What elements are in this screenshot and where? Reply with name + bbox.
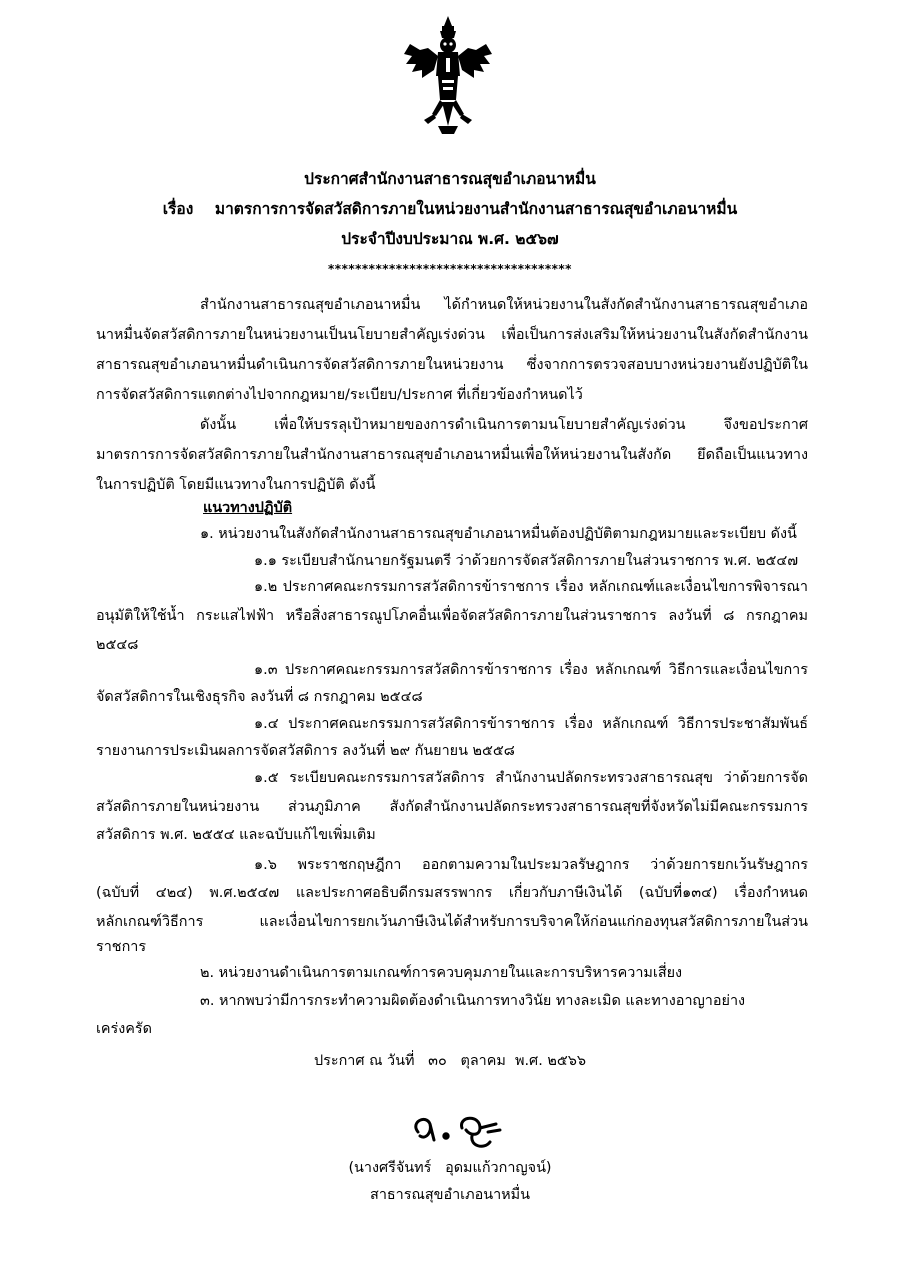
item-1-6-line: ๑.๖ พระราชกฤษฎีกา ออกตามความในประมวลรัษฎากร ว่าด้วยการยกเว้นรัษฎากร (254, 857, 808, 873)
item-1-3-line: ๑.๓ ประกาศคณะกรรมการสวัสดิการข้าราชการ เรื่อง หลักเกณฑ์ วิธีการและเงื่อนไขการ (254, 662, 808, 678)
fiscal-year: ประจำปีงบประมาณ พ.ศ. ๒๕๖๗ (341, 230, 559, 248)
item-1-6-line: หลักเกณฑ์วิธีการ และเงื่อนไขการยกเว้นภาษีเงินได้สำหรับการบริจาคให้ก่อนแก่กองทุนสวัสดิการภายในส่วน (96, 914, 808, 930)
item-1-5-line: สวัสดิการ พ.ศ. ๒๕๕๔ และฉบับแก้ไขเพิ่มเติม (96, 827, 376, 843)
intro-line: การจัดสวัสดิการแตกต่างไปจากกฎหมาย/ระเบียบ/ประกาศ ที่เกี่ยวข้องกำหนดไว้ (96, 387, 583, 403)
item-1-4-line: รายงานการประเมินผลการจัดสวัสดิการ ลงวันที่ ๒๙ กันยายน ๒๕๕๘ (96, 743, 515, 759)
intro-line: สาธารณสุขอำเภอนาหมื่นดำเนินการจัดสวัสดิการภายในหน่วยงาน ซึ่งจากการตรวจสอบบางหน่วยงานยังปฏิบัติใน (96, 357, 808, 373)
item-1-2-line: ๒๕๔๘ (96, 637, 139, 653)
garuda-emblem-icon (398, 14, 498, 142)
therefore-line: ดังนั้น เพื่อให้บรรลุเป้าหมายของการดำเนินการตามนโยบายสำคัญเร่งด่วน จึงขอประกาศ (200, 417, 808, 433)
guideline-heading: แนวทางปฏิบัติ (203, 500, 293, 516)
signature-image (400, 1106, 520, 1156)
therefore-line: ในการปฏิบัติ โดยมีแนวทางในการปฏิบัติ ดังนี้ (96, 477, 376, 493)
item-1-6-line: (ฉบับที่ ๔๒๔) พ.ศ.๒๕๔๗ และประกาศอธิบดีกรมสรรพากร เกี่ยวกับภาษีเงินได้ (ฉบับที่๑๓๔) เรื่องกำหนด (96, 885, 808, 901)
intro-line: นาหมื่นจัดสวัสดิการภายในหน่วยงานเป็นนโยบายสำคัญเร่งด่วน เพื่อเป็นการส่งเสริมให้หน่วยงานในสังกัดสำนักงาน (96, 327, 808, 343)
item-3-line: เคร่งครัด (96, 1021, 153, 1037)
item-1-4-line: ๑.๔ ประกาศคณะกรรมการสวัสดิการข้าราชการ เรื่อง หลักเกณฑ์ วิธีการประชาสัมพันธ์ (254, 716, 808, 732)
item-1-2-line: อนุมัติให้ใช้น้ำ กระแสไฟฟ้า หรือสิ่งสาธารณูปโภคอื่นเพื่อจัดสวัสดิการภายในส่วนราชการ ลงวันที่ ๘ กรกฎาคม (96, 608, 808, 624)
item-1-3-line: จัดสวัสดิการในเชิงธุรกิจ ลงวันที่ ๘ กรกฎาคม ๒๕๔๘ (96, 689, 423, 705)
signer-name: (นางศรีจันทร์ อุดมแก้วกาญจน์) (348, 1160, 552, 1176)
signer-position: สาธารณสุขอำเภอนาหมื่น (370, 1187, 530, 1203)
item-2: ๒. หน่วยงานดำเนินการตามเกณฑ์การควบคุมภายในและการบริหารความเสี่ยง (200, 965, 683, 981)
item-1-5-line: ๑.๕ ระเบียบคณะกรรมการสวัสดิการ สำนักงานปลัดกระทรวงสาธารณสุข ว่าด้วยการจัด (254, 770, 808, 786)
separator-stars: ************************************ (328, 262, 572, 276)
item-1-2-line: ๑.๒ ประกาศคณะกรรมการสวัสดิการข้าราชการ เรื่อง หลักเกณฑ์และเงื่อนไขการพิจารณา (254, 579, 808, 595)
item-1-6-line: ราชการ (96, 939, 147, 955)
item-1-1: ๑.๑ ระเบียบสำนักนายกรัฐมนตรี ว่าด้วยการจัดสวัสดิการภายในส่วนราชการ พ.ศ. ๒๕๔๗ (254, 553, 799, 569)
item-1-5-line: สวัสดิการภายในหน่วยงาน ส่วนภูมิภาค สังกัดสำนักงานปลัดกระทรวงสาธารณสุขที่จังหวัดไม่มีคณะกรรมการ (96, 799, 808, 815)
therefore-line: มาตรการการจัดสวัสดิการภายในสำนักงานสาธารณสุขอำเภอนาหมื่นเพื่อให้หน่วยงานในสังกัด ยึดถือเป็นแนวทาง (96, 447, 808, 463)
intro-line: สำนักงานสาธารณสุขอำเภอนาหมื่น ได้กำหนดให้หน่วยงานในสังกัดสำนักงานสาธารณสุขอำเภอ (200, 297, 808, 313)
announcement-date: ประกาศ ณ วันที่ ๓๐ ตุลาคม พ.ศ. ๒๕๖๖ (314, 1053, 586, 1069)
announcement-subject: เรื่อง มาตรการการจัดสวัสดิการภายในหน่วยงานสำนักงานสาธารณสุขอำเภอนาหมื่น (162, 200, 738, 218)
announcement-title: ประกาศสำนักงานสาธารณสุขอำเภอนาหมื่น (304, 170, 596, 188)
item-3-line: ๓. หากพบว่ามีการกระทำความผิดต้องดำเนินการทางวินัย ทางละเมิด และทางอาญาอย่าง (200, 993, 746, 1009)
item-1: ๑. หน่วยงานในสังกัดสำนักงานสาธารณสุขอำเภอนาหมื่นต้องปฏิบัติตามกฎหมายและระเบียบ ดังนี้ (200, 526, 797, 542)
